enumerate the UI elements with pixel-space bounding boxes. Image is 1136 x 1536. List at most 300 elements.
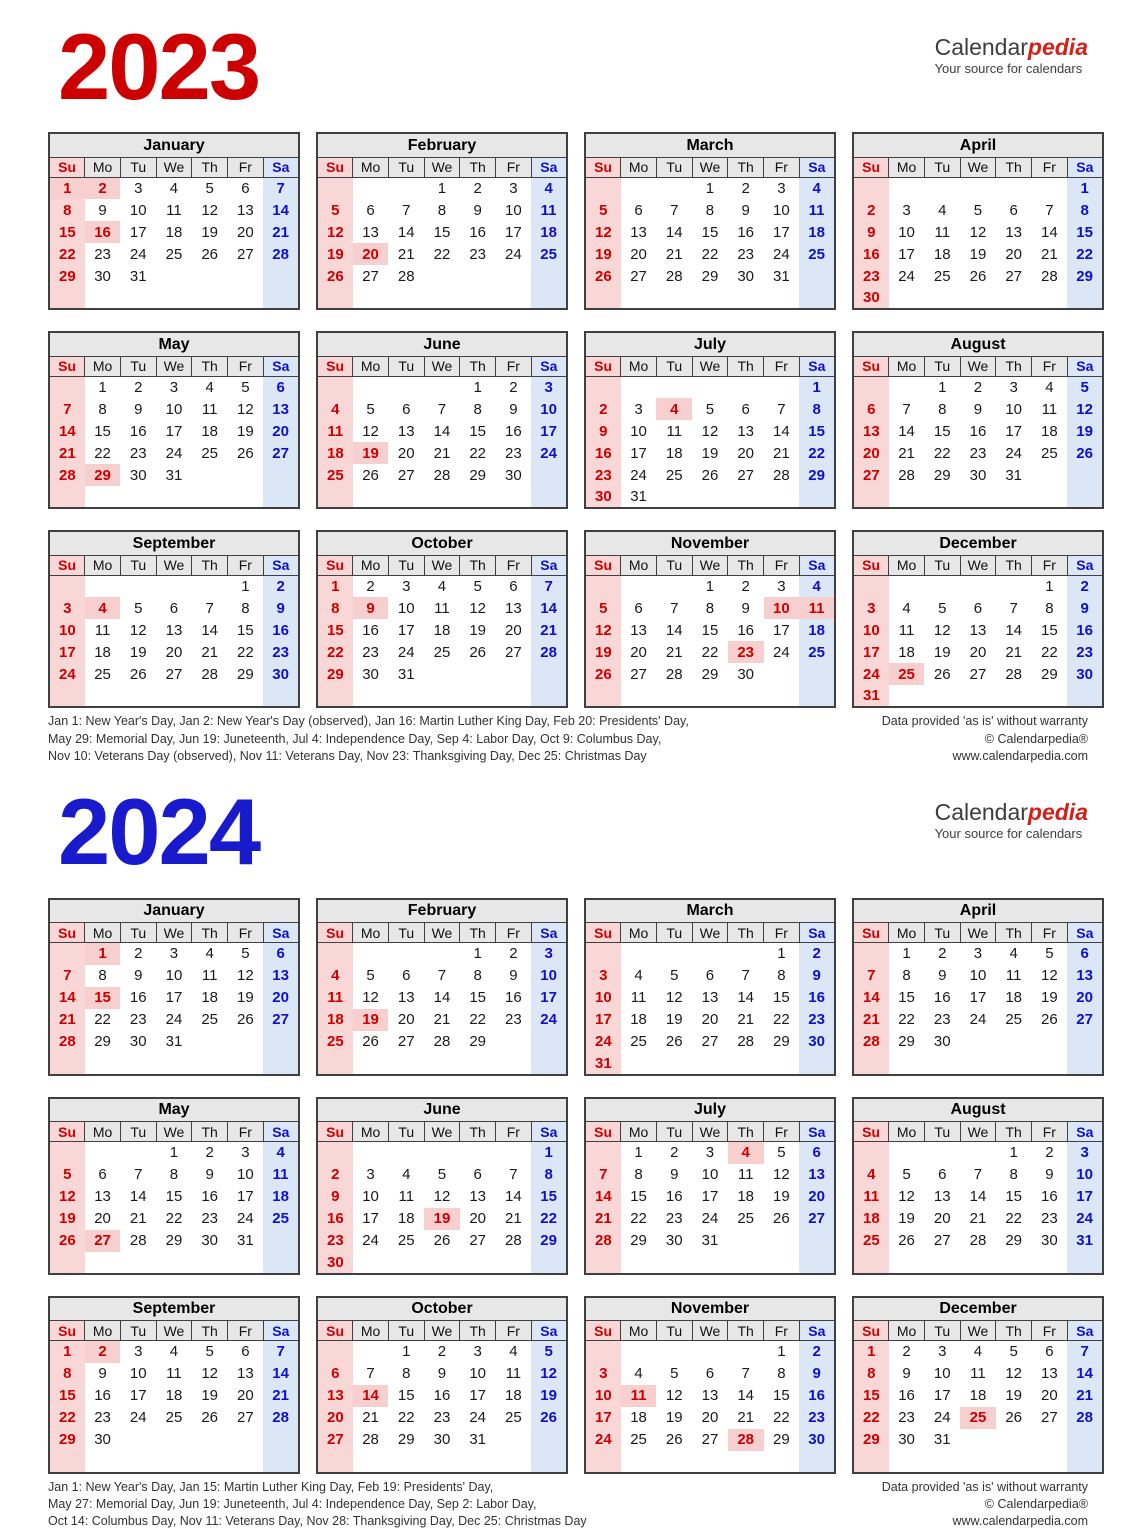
weekday-header-mo: Mo [353,555,389,575]
date-2024-12-19: 19 [1005,1387,1022,1405]
date-2024-9-16: 16 [94,1387,111,1405]
date-2024-6-12: 12 [433,1188,451,1206]
month-2024-july [584,1097,836,1275]
empty-cell [585,376,621,398]
weekday-header-fr: Fr [228,1122,264,1142]
empty-cell [799,486,835,508]
date-2023-8-18: 18 [1041,422,1058,440]
year-title-2023: 2023 [58,14,260,119]
date-2023-4-5: 5 [973,201,983,219]
empty-cell [120,685,156,707]
empty-cell [120,486,156,508]
date-2023-3-7: 7 [670,201,679,219]
date-2024-7-11: 11 [737,1166,754,1184]
empty-cell [853,1252,889,1274]
date-2024-4-12: 12 [1041,967,1058,985]
date-2023-3-8: 8 [705,201,715,219]
date-2023-2-19: 19 [317,243,353,265]
date-2024-9-15: 15 [49,1385,85,1407]
empty-cell [656,1341,692,1363]
date-2023-1-10: 10 [129,201,147,219]
weekday-header-mo: Mo [621,1122,657,1142]
date-2024-5-6: 6 [98,1166,107,1184]
date-2024-2-3: 3 [531,943,567,965]
weekday-header-th: Th [192,923,228,943]
date-2023-5-22: 22 [94,444,111,462]
date-2024-9-29: 29 [49,1429,85,1451]
date-2023-8-7: 7 [902,400,911,418]
weekday-header-th: Th [460,157,496,177]
date-2024-1-25: 25 [201,1011,218,1029]
weekday-header-su: Su [585,356,621,376]
weekday-header-th: Th [192,1122,228,1142]
date-2023-1-8: 8 [49,199,85,221]
date-2024-3-2: 2 [799,943,835,965]
date-2024-9-10: 10 [129,1365,147,1383]
date-2024-1-16: 16 [129,989,147,1007]
month-title: May [49,1098,299,1122]
empty-cell [799,1451,835,1473]
date-2023-3-1: 1 [705,180,715,198]
empty-cell [424,1451,460,1473]
website-link[interactable]: www.calendarpedia.com [952,1514,1088,1529]
empty-cell [424,685,460,707]
date-2023-4-21: 21 [1041,245,1058,263]
date-2024-12-15: 15 [853,1385,889,1407]
date-2024-1-10: 10 [165,967,183,985]
date-2023-10-13: 13 [505,599,522,617]
date-2024-9-17: 17 [129,1387,147,1405]
date-2024-2-18: 18 [317,1009,353,1031]
date-2023-10-26: 26 [469,643,486,661]
weekday-header-sa: Sa [799,356,835,376]
date-2023-12-12: 12 [933,621,951,639]
date-2024-4-29: 29 [898,1033,915,1051]
weekday-header-tu: Tu [388,923,424,943]
date-2023-12-19: 19 [933,643,951,661]
date-2023-4-22: 22 [1067,243,1103,265]
date-2024-4-21: 21 [853,1009,889,1031]
date-2023-11-7: 7 [670,599,679,617]
date-2023-3-13: 13 [630,223,647,241]
empty-cell [388,376,424,398]
date-2023-12-28: 28 [1005,665,1022,683]
empty-cell [853,1053,889,1075]
empty-cell [156,486,192,508]
legend-line: May 27: Memorial Day, Jun 19: Juneteenth, Jul 4: Independence Day, Sep 2: Labor Day, [48,1496,537,1511]
date-2024-4-6: 6 [1067,943,1103,965]
date-2023-9-15: 15 [237,621,254,639]
date-2024-6-13: 13 [469,1188,486,1206]
date-2023-6-13: 13 [397,422,415,440]
date-2024-4-16: 16 [933,989,951,1007]
date-2024-4-25: 25 [1005,1011,1022,1029]
date-2024-8-25: 25 [853,1230,889,1252]
empty-cell [49,943,85,965]
date-2024-10-14: 14 [353,1385,389,1407]
date-2023-5-16: 16 [129,422,147,440]
empty-cell [263,265,299,287]
empty-cell [1032,486,1068,508]
empty-cell [85,1252,121,1274]
date-2023-8-23: 23 [969,444,987,462]
month-title: January [49,133,299,157]
empty-cell [531,1053,567,1075]
date-2023-11-11: 11 [799,597,835,619]
date-2024-7-26: 26 [773,1210,790,1228]
empty-cell [692,943,728,965]
date-2023-3-23: 23 [737,245,754,263]
empty-cell [692,685,728,707]
month-2023-september [48,530,300,708]
date-2023-5-10: 10 [165,400,183,418]
weekday-header-sa: Sa [531,1122,567,1142]
date-2024-11-2: 2 [799,1341,835,1363]
date-2023-4-24: 24 [898,267,915,285]
copyright-note: © Calendarpedia® [984,1496,1088,1511]
weekday-header-mo: Mo [85,1122,121,1142]
empty-cell [49,1252,85,1274]
date-2023-7-27: 27 [737,466,754,484]
weekday-header-we: We [156,1122,192,1142]
date-2024-12-8: 8 [853,1363,889,1385]
empty-cell [799,663,835,685]
date-2024-11-26: 26 [665,1431,683,1449]
date-2023-9-19: 19 [129,643,147,661]
date-2024-4-4: 4 [1009,945,1018,963]
date-2023-2-13: 13 [362,223,379,241]
weekday-header-sa: Sa [531,157,567,177]
empty-cell [49,376,85,398]
date-2023-9-21: 21 [201,643,218,661]
date-2024-12-23: 23 [898,1409,915,1427]
date-2024-5-8: 8 [169,1166,179,1184]
empty-cell [621,1341,657,1363]
date-2024-9-5: 5 [205,1343,214,1361]
date-2023-6-2: 2 [509,379,518,397]
weekday-header-we: We [960,356,996,376]
date-2024-9-24: 24 [129,1409,147,1427]
weekday-header-sa: Sa [1067,157,1103,177]
empty-cell [317,943,353,965]
date-2023-11-24: 24 [773,643,790,661]
weekday-header-tu: Tu [120,1321,156,1341]
empty-cell [728,685,764,707]
date-2023-5-9: 9 [134,400,143,418]
logo-part-calendar: Calendar [934,34,1028,60]
weekday-header-sa: Sa [531,555,567,575]
date-2024-12-18: 18 [969,1387,987,1405]
empty-cell [49,1451,85,1473]
month-title: June [317,332,567,356]
website-link[interactable]: www.calendarpedia.com [952,748,1088,763]
empty-cell [353,376,389,398]
date-2023-12-31: 31 [853,685,889,707]
date-2024-4-14: 14 [853,987,889,1009]
date-2024-1-22: 22 [94,1011,111,1029]
weekday-header-tu: Tu [388,1321,424,1341]
empty-cell [263,1053,299,1075]
date-2024-8-1: 1 [1009,1144,1018,1162]
holiday-legend-2024 [48,1479,587,1531]
date-2024-11-15: 15 [773,1387,790,1405]
date-2023-1-18: 18 [165,223,183,241]
date-2024-3-11: 11 [630,989,647,1007]
date-2024-1-24: 24 [165,1011,183,1029]
date-2023-2-26: 26 [317,265,353,287]
date-2024-10-17: 17 [469,1387,486,1405]
date-2023-10-30: 30 [362,665,379,683]
date-2023-4-9: 9 [853,221,889,243]
date-2023-6-15: 15 [469,422,486,440]
date-2023-10-31: 31 [397,665,415,683]
date-2023-8-16: 16 [969,422,987,440]
empty-cell [1032,1053,1068,1075]
date-2024-7-31: 31 [701,1232,719,1250]
empty-cell [317,1341,353,1363]
date-2024-7-14: 14 [585,1186,621,1208]
date-2024-9-21: 21 [263,1385,299,1407]
empty-cell [228,1451,264,1473]
date-2023-12-3: 3 [853,597,889,619]
empty-cell [1067,1053,1103,1075]
empty-cell [228,1252,264,1274]
date-2024-10-13: 13 [317,1385,353,1407]
date-2024-7-24: 24 [701,1210,719,1228]
date-2024-6-26: 26 [433,1232,451,1250]
date-2023-5-26: 26 [237,444,254,462]
date-2023-12-14: 14 [1005,621,1022,639]
weekday-header-su: Su [585,923,621,943]
weekday-header-mo: Mo [621,923,657,943]
date-2024-12-25: 25 [960,1407,996,1429]
date-2024-10-6: 6 [317,1363,353,1385]
date-2023-5-27: 27 [263,442,299,464]
date-2023-12-8: 8 [1045,599,1054,617]
empty-cell [656,1252,692,1274]
date-2023-1-1: 1 [49,177,85,199]
date-2024-2-13: 13 [397,989,415,1007]
date-2023-6-17: 17 [531,420,567,442]
weekday-header-su: Su [49,1321,85,1341]
date-2023-11-4: 4 [799,575,835,597]
date-2023-3-21: 21 [665,245,683,263]
date-2024-11-8: 8 [777,1365,786,1383]
weekday-header-th: Th [728,157,764,177]
logo-tagline: Your source for calendars [934,826,1083,842]
date-2023-7-17: 17 [630,444,647,462]
weekday-header-sa: Sa [799,157,835,177]
empty-cell [621,1252,657,1274]
month-2023-april [852,132,1104,310]
date-2023-10-3: 3 [402,578,411,596]
date-2023-1-23: 23 [94,245,111,263]
year-header-2024 [48,779,1088,885]
date-2023-5-20: 20 [263,420,299,442]
empty-cell [388,177,424,199]
empty-cell [120,1451,156,1473]
date-2023-1-29: 29 [49,265,85,287]
empty-cell [799,287,835,309]
months-grid-2024 [48,898,1094,1474]
date-2024-11-7: 7 [741,1365,750,1383]
weekday-header-su: Su [49,157,85,177]
empty-cell [621,287,657,309]
date-2023-3-20: 20 [630,245,647,263]
date-2024-7-15: 15 [630,1188,647,1206]
year-section-2023 [0,0,1136,765]
date-2023-11-6: 6 [634,599,643,617]
date-2024-10-12: 12 [531,1363,567,1385]
empty-cell [192,287,228,309]
date-2023-1-15: 15 [49,221,85,243]
weekday-header-we: We [156,157,192,177]
date-2024-3-16: 16 [799,987,835,1009]
date-2024-2-15: 15 [469,989,486,1007]
empty-cell [889,287,925,309]
weekday-header-su: Su [853,356,889,376]
weekday-header-su: Su [853,157,889,177]
date-2023-2-28: 28 [397,267,415,285]
empty-cell [388,1252,424,1274]
empty-cell [460,486,496,508]
date-2024-5-14: 14 [129,1188,147,1206]
date-2024-3-27: 27 [701,1033,719,1051]
empty-cell [496,685,532,707]
empty-cell [656,486,692,508]
date-2024-4-1: 1 [902,945,911,963]
date-2023-4-30: 30 [853,287,889,309]
empty-cell [263,1031,299,1053]
date-2023-3-28: 28 [665,267,683,285]
weekday-header-fr: Fr [496,1321,532,1341]
date-2023-1-22: 22 [49,243,85,265]
empty-cell [531,1252,567,1274]
logo-wordmark [935,34,1088,61]
date-2023-9-29: 29 [237,665,254,683]
empty-cell [496,486,532,508]
date-2024-6-2: 2 [317,1164,353,1186]
date-2024-7-29: 29 [630,1232,647,1250]
date-2023-1-6: 6 [241,180,250,198]
date-2024-1-27: 27 [263,1009,299,1031]
empty-cell [889,575,925,597]
date-2024-3-26: 26 [665,1033,683,1051]
empty-cell [621,376,657,398]
date-2023-7-20: 20 [737,444,754,462]
date-2023-10-21: 21 [531,619,567,641]
date-2023-6-6: 6 [402,400,411,418]
month-2024-december [852,1296,1104,1474]
date-2024-5-24: 24 [237,1210,254,1228]
date-2023-6-29: 29 [469,466,486,484]
date-2024-10-16: 16 [433,1387,451,1405]
weekday-header-tu: Tu [924,555,960,575]
empty-cell [924,287,960,309]
weekday-header-fr: Fr [496,923,532,943]
date-2024-3-30: 30 [799,1031,835,1053]
empty-cell [263,1252,299,1274]
date-2023-12-4: 4 [902,599,911,617]
date-2023-1-27: 27 [237,245,254,263]
weekday-header-sa: Sa [1067,923,1103,943]
date-2023-6-23: 23 [505,444,522,462]
date-2023-5-25: 25 [201,444,218,462]
date-2023-8-19: 19 [1067,420,1103,442]
empty-cell [960,1142,996,1164]
date-2024-3-10: 10 [585,987,621,1009]
weekday-header-fr: Fr [496,1122,532,1142]
weekday-header-th: Th [460,1321,496,1341]
date-2024-2-10: 10 [531,965,567,987]
date-2024-6-28: 28 [505,1232,522,1250]
date-2023-10-25: 25 [433,643,451,661]
date-2023-10-16: 16 [362,621,379,639]
weekday-header-su: Su [853,1321,889,1341]
empty-cell [889,177,925,199]
date-2023-5-24: 24 [165,444,183,462]
empty-cell [692,1053,728,1075]
date-2024-12-30: 30 [898,1431,915,1449]
date-2023-4-3: 3 [902,201,911,219]
date-2023-6-26: 26 [362,466,379,484]
empty-cell [317,1142,353,1164]
weekday-header-fr: Fr [228,923,264,943]
date-2023-6-10: 10 [531,398,567,420]
date-2024-11-9: 9 [799,1363,835,1385]
date-2023-5-14: 14 [49,420,85,442]
date-2023-7-14: 14 [773,422,790,440]
date-2024-4-8: 8 [902,967,911,985]
date-2023-7-3: 3 [634,400,643,418]
weekday-header-th: Th [192,157,228,177]
empty-cell [531,1031,567,1053]
date-2024-10-29: 29 [397,1431,415,1449]
date-2024-2-19: 19 [353,1009,389,1031]
date-2023-3-12: 12 [585,221,621,243]
date-2023-9-18: 18 [94,643,111,661]
empty-cell [228,486,264,508]
date-2024-8-14: 14 [969,1188,987,1206]
empty-cell [531,464,567,486]
date-2023-7-23: 23 [585,464,621,486]
date-2023-7-13: 13 [737,422,754,440]
month-title: October [317,531,567,555]
weekday-header-fr: Fr [228,356,264,376]
date-2024-9-2: 2 [85,1341,121,1363]
date-2024-4-5: 5 [1045,945,1054,963]
date-2024-3-12: 12 [665,989,683,1007]
weekday-header-fr: Fr [764,923,800,943]
date-2023-9-8: 8 [241,599,250,617]
date-2023-9-24: 24 [49,663,85,685]
empty-cell [228,685,264,707]
empty-cell [621,575,657,597]
date-2024-12-10: 10 [933,1365,951,1383]
date-2024-5-7: 7 [134,1166,143,1184]
date-2023-12-18: 18 [898,643,915,661]
empty-cell [388,287,424,309]
date-2023-1-17: 17 [129,223,147,241]
weekday-header-mo: Mo [85,555,121,575]
date-2024-8-9: 9 [1045,1166,1054,1184]
weekday-header-mo: Mo [889,1321,925,1341]
date-2024-5-28: 28 [129,1232,147,1250]
weekday-header-we: We [692,1122,728,1142]
empty-cell [764,1451,800,1473]
empty-cell [692,1341,728,1363]
date-2023-2-5: 5 [317,199,353,221]
